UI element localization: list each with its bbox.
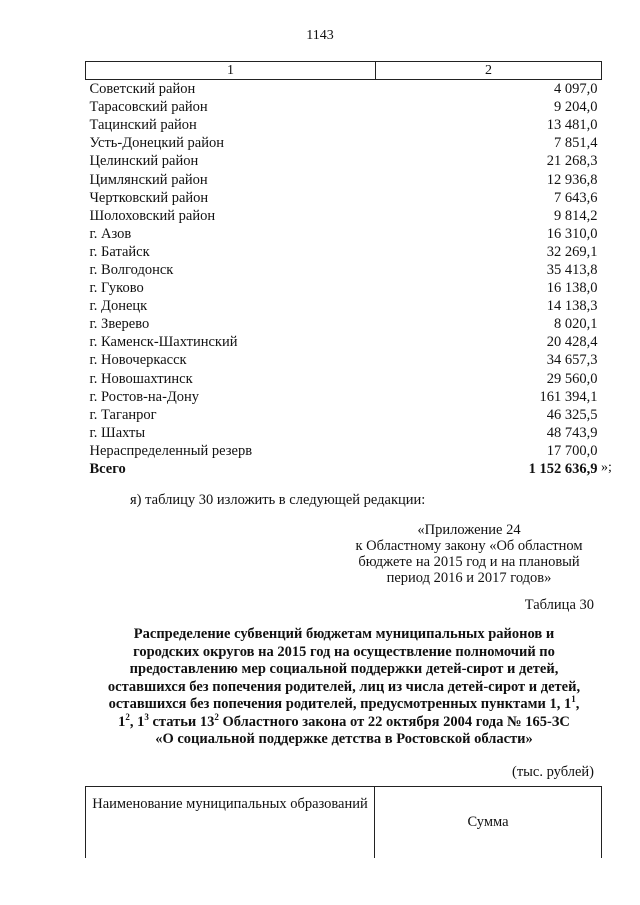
municipality-name: г. Донецк <box>89 298 148 315</box>
total-label: Всего <box>89 461 126 478</box>
table-row <box>86 424 602 442</box>
closing-quote-mark: »; <box>601 460 612 475</box>
table-header-row <box>86 787 602 859</box>
appendix-reference <box>346 522 592 586</box>
municipality-name: г. Азов <box>89 225 132 242</box>
amount-value: 13 481,0 <box>546 117 598 134</box>
table-row <box>86 261 602 279</box>
table-header-row <box>86 62 602 80</box>
title-line: городских округов на 2015 год на осуществление полномочий по <box>133 643 555 660</box>
table-row <box>86 333 602 351</box>
table-row <box>86 225 602 243</box>
table-row <box>86 442 602 460</box>
amount-value: 7 851,4 <box>554 135 598 152</box>
amount-value: 32 269,1 <box>546 243 598 260</box>
title-line: Распределение субвенций бюджетам муниципальных районов и <box>133 626 555 642</box>
amount-value: 9 204,0 <box>554 99 598 116</box>
municipality-name: г. Новочеркасск <box>89 352 187 369</box>
amount-value: 4 097,0 <box>554 81 598 98</box>
municipality-name: Целинский район <box>89 153 199 170</box>
amendment-instruction: я) таблицу 30 изложить в следующей редакции: <box>130 492 426 508</box>
total-row <box>86 460 602 478</box>
table-row <box>86 80 602 99</box>
column-header-2: 2 <box>376 62 602 80</box>
table-row <box>86 297 602 315</box>
municipality-name: Нераспределенный резерв <box>89 442 253 459</box>
appendix-line: период 2016 и 2017 годов» <box>386 570 552 586</box>
table-row <box>86 189 602 207</box>
municipality-column-header: Наименование муниципальных образований <box>86 787 375 859</box>
amount-value: 12 936,8 <box>546 171 598 188</box>
table-row <box>86 152 602 170</box>
table-number: Таблица 30 <box>524 597 594 613</box>
table-row <box>86 406 602 424</box>
table-row <box>86 134 602 152</box>
municipality-name: г. Батайск <box>89 243 150 260</box>
appendix-line: к Областному закону «Об областном <box>355 538 583 554</box>
sum-column-header: Сумма <box>375 787 602 859</box>
amount-value: 9 814,2 <box>554 207 598 224</box>
municipality-name: г. Зверево <box>89 316 150 333</box>
amount-value: 8 020,1 <box>554 316 598 333</box>
appendix-line: «Приложение 24 <box>417 522 521 538</box>
municipality-name: г. Ростов-на-Дону <box>89 388 200 405</box>
title-line: предоставлению мер социальной поддержки детей-сирот и детей, <box>129 661 559 677</box>
column-header-1: 1 <box>86 62 376 80</box>
amount-value: 161 394,1 <box>539 388 598 405</box>
table-row <box>86 116 602 134</box>
table-row <box>86 315 602 333</box>
municipality-name: г. Волгодонск <box>89 261 174 278</box>
municipality-name: г. Новошахтинск <box>89 370 193 387</box>
amount-value: 16 310,0 <box>546 225 598 242</box>
table-row <box>86 170 602 188</box>
amount-value: 21 268,3 <box>546 153 598 170</box>
table-title <box>86 626 602 749</box>
title-line: оставшихся без попечения родителей, лиц из числа детей-сирот и детей, <box>107 678 581 695</box>
municipality-name: г. Каменск-Шахтинский <box>89 334 238 351</box>
table-row <box>86 370 602 388</box>
subvention-table-30-header <box>85 786 602 858</box>
table-row <box>86 279 602 297</box>
municipality-name: Тацинский район <box>89 117 197 134</box>
municipality-name: г. Шахты <box>89 424 146 441</box>
municipality-name: Усть-Донецкий район <box>89 135 224 152</box>
table-row <box>86 243 602 261</box>
amount-value: 14 138,3 <box>546 298 598 315</box>
municipality-name: Чертковский район <box>89 189 209 206</box>
amount-value: 46 325,5 <box>546 406 598 423</box>
subvention-table-continued <box>85 61 602 478</box>
amount-value: 48 743,9 <box>546 424 598 441</box>
appendix-line: бюджете на 2015 год и на плановый <box>358 554 580 570</box>
units-label: (тыс. рублей) <box>512 764 594 780</box>
municipality-name: Цимлянский район <box>89 171 208 188</box>
municipality-name: Советский район <box>89 81 196 98</box>
table-row <box>86 98 602 116</box>
amount-value: 17 700,0 <box>546 442 598 459</box>
amount-value: 16 138,0 <box>546 280 598 297</box>
table-row <box>86 207 602 225</box>
page-number: 1143 <box>306 28 334 43</box>
table-row <box>86 388 602 406</box>
total-value: 1 152 636,9 <box>528 461 598 478</box>
amount-value: 7 643,6 <box>554 189 598 206</box>
table-row <box>86 351 602 369</box>
amount-value: 20 428,4 <box>546 334 598 351</box>
amount-value: 29 560,0 <box>546 370 598 387</box>
municipality-name: г. Таганрог <box>89 406 157 423</box>
title-line: «О социальной поддержке детства в Ростовской области» <box>155 731 533 747</box>
amount-value: 34 657,3 <box>546 352 598 369</box>
municipality-name: Шолоховский район <box>89 207 216 224</box>
title-line: $1^2$, $1^3$ статьи $13^2$ Областного закона от 22 октября 2004 года № 165-ЗС <box>118 711 570 730</box>
municipality-name: г. Гуково <box>89 280 144 297</box>
title-line: оставшихся без попечения родителей, предусмотренных пунктами 1, $1^1$, <box>108 694 580 712</box>
amount-value: 35 413,8 <box>546 261 598 278</box>
municipality-name: Тарасовский район <box>89 99 208 116</box>
